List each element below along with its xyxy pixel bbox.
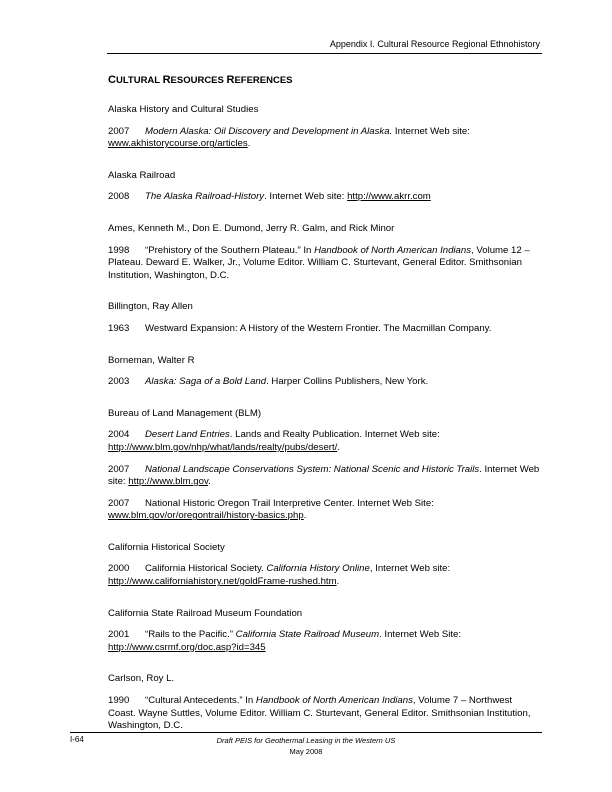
reference-title: Handbook of North American Indians [255, 695, 413, 707]
reference-link[interactable]: http://www.blm.gov/nhp/what/lands/realty/pubs/desert/ [108, 441, 338, 453]
reference-title: Modern Alaska: Oil Discovery and Development in Alaska. [145, 125, 393, 137]
reference-year: 2003 [108, 376, 130, 388]
reference-entry [108, 170, 540, 204]
reference-link[interactable]: http://www.csrmf.org/doc.asp?id=345 [108, 641, 266, 653]
reference-item: 2008 The Alaska Railroad-History. Internet Web site: http://www.akrr.com [108, 191, 431, 203]
reference-author: Ames, Kenneth M., Don E. Dumond, Jerry R. Galm, and Rick Minor [108, 222, 395, 234]
reference-link[interactable]: http://www.californiahistory.net/goldFrame-rushed.htm [108, 576, 337, 588]
reference-author: Alaska Railroad [108, 169, 176, 181]
reference-title: California State Railroad Museum [235, 629, 380, 641]
reference-title: California History Online [266, 563, 370, 575]
reference-year: 2001 [108, 629, 130, 641]
reference-author: California State Railroad Museum Foundation [108, 607, 303, 619]
reference-year: 2008 [108, 191, 130, 203]
footer [0, 735, 612, 757]
reference-link[interactable]: www.akhistorycourse.org/articles [108, 138, 248, 150]
reference-entry [108, 104, 540, 151]
reference-item: 2003 Alaska: Saga of a Bold Land. Harper Collins Publishers, New York. [108, 376, 429, 388]
reference-item: 1963 Westward Expansion: A History of the Western Frontier. The Macmillan Company. [108, 322, 492, 334]
reference-author: California Historical Society [108, 541, 225, 553]
reference-year: 1990 [108, 695, 130, 707]
footer-date: May 2008 [289, 747, 323, 756]
reference-entry [108, 223, 540, 282]
reference-link[interactable]: http://www.blm.gov [128, 476, 209, 488]
page-number: I-64 [70, 735, 84, 744]
reference-title: National Landscape Conservations System: National Scenic and Historic Trails [145, 463, 480, 475]
reference-title: Handbook of North American Indians [314, 244, 472, 256]
reference-entry [108, 408, 540, 523]
reference-item: 1990 “Cultural Antecedents.” In Handbook of North American Indians, Volume 7 – Northwest Coast. Wayne Suttles, Volume Editor. William C. Sturtevant, General Editor. Smithsonian Institution, Washington, D.C. [108, 695, 531, 732]
reference-item: 2007 Modern Alaska: Oil Discovery and Development in Alaska. Internet Web site: www.akhistorycourse.org/articles. [108, 125, 470, 150]
reference-item: 2007 National Historic Oregon Trail Interpretive Center. Internet Web Site: www.blm.gov/or/oregontrail/history-basics.php. [108, 497, 434, 522]
reference-entry [108, 355, 540, 389]
reference-year: 2007 [108, 497, 130, 509]
section-title: CULTURAL RESOURCES REFERENCES [108, 74, 293, 86]
reference-author: Billington, Ray Allen [108, 301, 193, 313]
reference-author: Carlson, Roy L. [108, 673, 175, 685]
reference-year: 2007 [108, 463, 130, 475]
reference-entry [108, 301, 540, 335]
reference-title: Desert Land Entries [145, 429, 230, 441]
reference-title: The Alaska Railroad-History [145, 191, 265, 203]
reference-entry [108, 542, 540, 589]
reference-item: 2007 National Landscape Conservations System: National Scenic and Historic Trails. Internet Web site: http://www.blm.gov. [108, 463, 540, 488]
footer-rule [70, 732, 542, 733]
reference-item: 2001 “Rails to the Pacific.” California State Railroad Museum. Internet Web Site: http://www.csrmf.org/doc.asp?id=345 [108, 629, 462, 653]
reference-link[interactable]: http://www.akrr.com [347, 191, 431, 203]
reference-year: 2000 [108, 563, 130, 575]
reference-item: 2004 Desert Land Entries. Lands and Realty Publication. Internet Web site: http://www.blm.gov/nhp/what/lands/realty/pubs/desert/. [108, 429, 440, 453]
reference-entry [108, 673, 540, 732]
reference-link[interactable]: www.blm.gov/or/oregontrail/history-basics.php [108, 510, 304, 522]
reference-item: 1998 “Prehistory of the Southern Plateau.” In Handbook of North American Indians, Volume 12 – Plateau. Deward E. Walker, Jr., Volume Editor. William C. Sturtevant, General Editor. Smithsonian Institution, Washington, D.C. [108, 244, 530, 281]
reference-title: Alaska: Saga of a Bold Land [145, 376, 267, 388]
running-header: Appendix I. Cultural Resource Regional Ethnohistory [329, 39, 540, 49]
reference-list [108, 104, 540, 752]
reference-entry [108, 608, 540, 655]
reference-year: 1998 [108, 244, 130, 256]
reference-year: 2007 [108, 125, 130, 137]
reference-author: Alaska History and Cultural Studies [108, 104, 259, 115]
reference-item: 2000 California Historical Society. California History Online, Internet Web site: http://www.californiahistory.net/goldFrame-rushed.htm. [108, 563, 451, 588]
reference-year: 1963 [108, 322, 130, 334]
reference-author: Borneman, Walter R [108, 354, 195, 366]
header-rule [107, 53, 542, 54]
reference-author: Bureau of Land Management (BLM) [108, 407, 262, 419]
footer-document-title: Draft PEIS for Geothermal Leasing in the Western US [216, 736, 396, 745]
reference-year: 2004 [108, 429, 130, 441]
